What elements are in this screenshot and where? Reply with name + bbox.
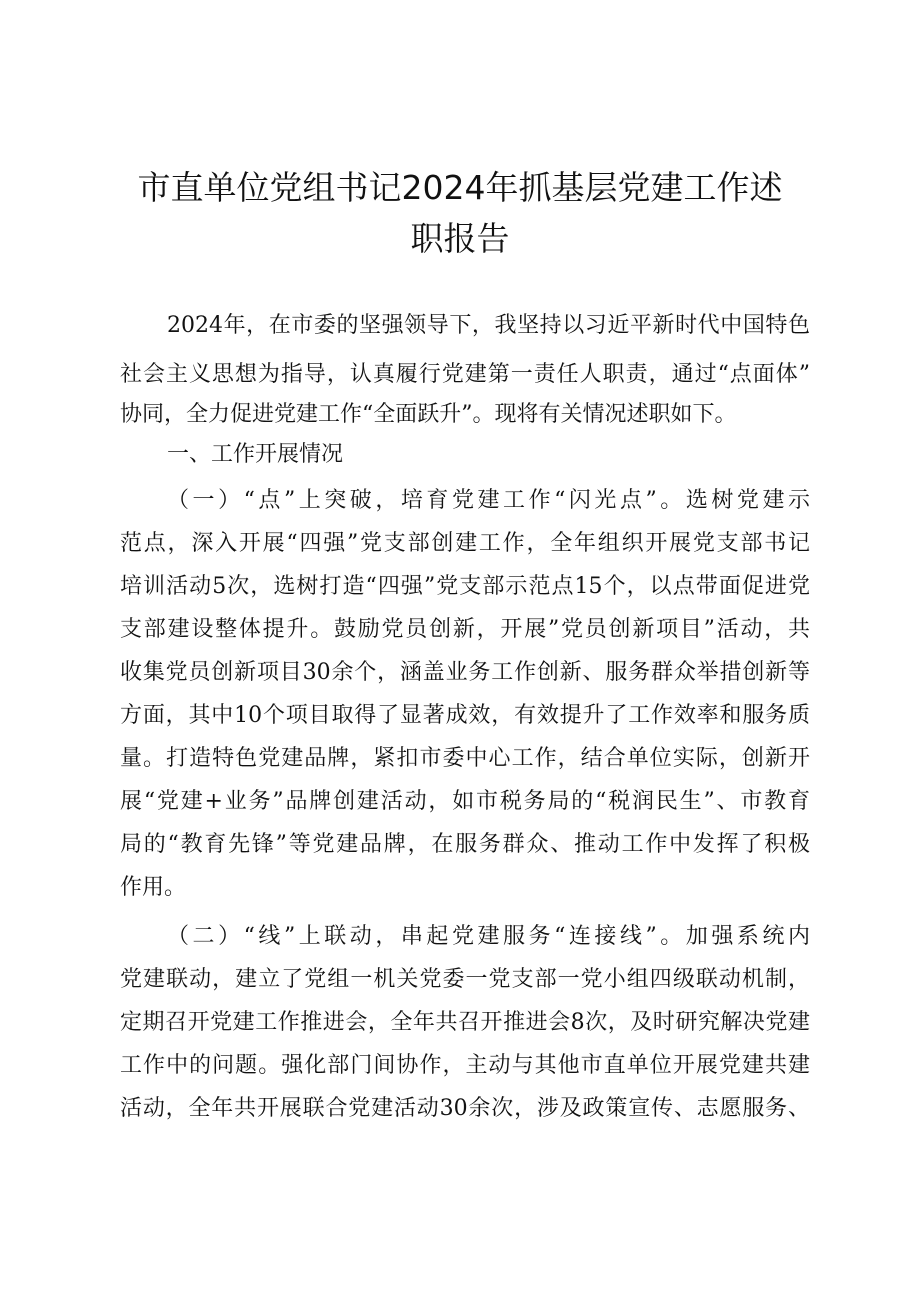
- paragraph-line: （一）“点”上突破，培育党建工作“闪光点”。选树党建示: [167, 488, 810, 513]
- section-heading: 一、工作开展情况: [167, 442, 344, 467]
- paragraph-line: 工作中的问题。强化部门间协作，主动与其他市直单位开展党建共建: [120, 1053, 810, 1078]
- paragraph-line: 方面，其中10个项目取得了显著成效，有效提升了工作效率和服务质: [120, 703, 810, 728]
- paragraph-line: 量。打造特色党建品牌，紧扣市委中心工作，结合单位实际，创新开: [120, 746, 810, 771]
- paragraph-line: 定期召开党建工作推进会，全年共召开推进会8次，及时研究解决党建: [120, 1010, 810, 1035]
- paragraph-line: 协同，全力促进党建工作“全面跃升”。现将有关情况述职如下。: [120, 402, 737, 427]
- paragraph-line: （二）“线”上联动，串起党建服务“连接线”。加强系统内: [167, 924, 810, 949]
- paragraph-line: 展“党建+业务”品牌创建活动，如市税务局的“税润民生”、市教育: [120, 789, 810, 814]
- paragraph-line: 党建联动，建立了党组一机关党委一党支部一党小组四级联动机制，: [120, 967, 810, 992]
- paragraph-line: 范点，深入开展“四强”党支部创建工作，全年组织开展党支部书记: [120, 531, 810, 556]
- document-title-line-1: 市直单位党组书记2024年抓基层党建工作述: [137, 168, 783, 207]
- paragraph-line: 活动，全年共开展联合党建活动30余次，涉及政策宣传、志愿服务、: [120, 1096, 810, 1121]
- paragraph-line: 社会主义思想为指导，认真履行党建第一责任人职责，通过“点面体”: [120, 362, 810, 387]
- paragraph-line: 支部建设整体提升。鼓励党员创新，开展”党员创新项目”活动，共: [120, 617, 810, 642]
- paragraph-line: 2024年，在市委的坚强领导下，我坚持以习近平新时代中国特色: [167, 313, 810, 338]
- paragraph-line: 培训活动5次，选树打造“四强”党支部示范点15个，以点带面促进党: [120, 574, 810, 599]
- paragraph-line: 收集党员创新项目30余个，涵盖业务工作创新、服务群众举措创新等: [120, 660, 810, 685]
- paragraph-line: 作用。: [120, 875, 187, 900]
- document-title-line-2: 职报告: [410, 219, 510, 258]
- paragraph-line: 局的“教育先锋”等党建品牌，在服务群众、推动工作中发挥了积极: [120, 832, 810, 857]
